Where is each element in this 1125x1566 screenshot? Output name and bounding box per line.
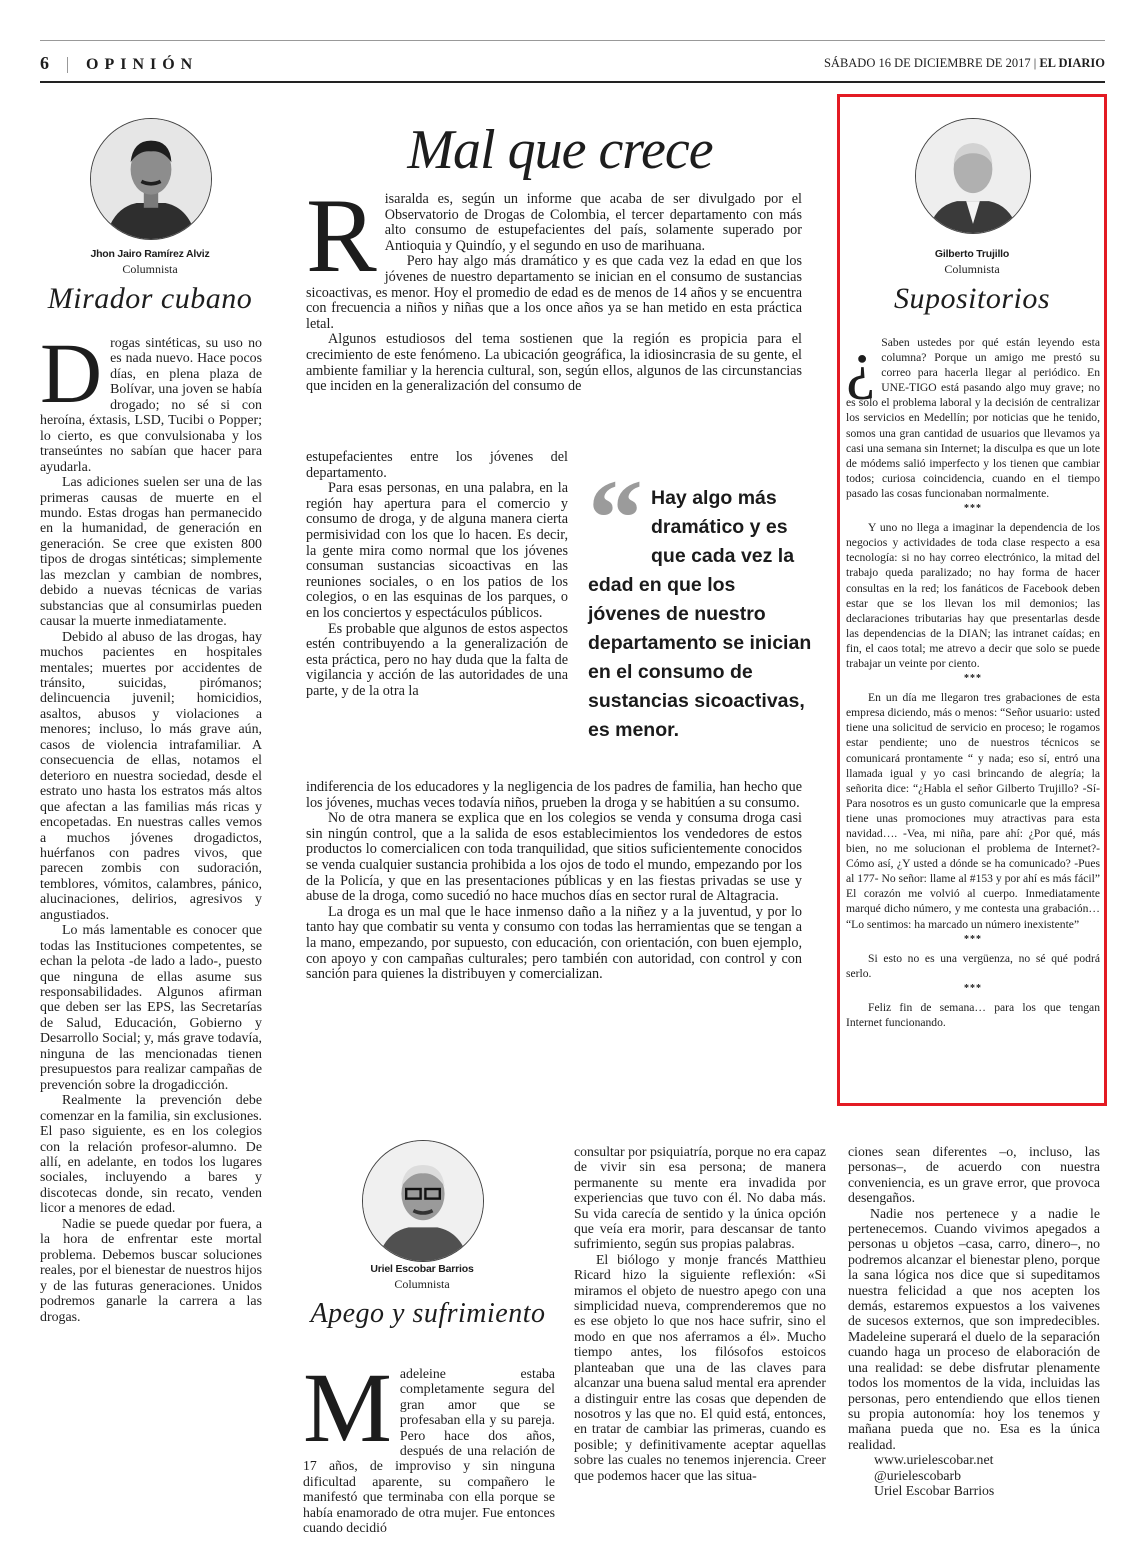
author-role-left: Columnista bbox=[122, 262, 178, 276]
pull-quote: “ Hay algo más dramático y es que cada vez la edad en que los jóvenes de nuestro departamento se inician en el consumo de sustancias sicoactivas, es menor. bbox=[588, 457, 812, 741]
paragraph: Las adiciones suelen ser una de las primeras causas de muerte en el mundo. Estas drogas han permanecido en la humanidad, de generación en generación. Se cree que existen 800 tipos de drogas sintéticas; simplemente las mezclan y cambian de nombres, debido a nuevas técnicas de varias substancias que al consumirlas pueden causar la muerte inmediatamente. bbox=[40, 475, 262, 630]
paragraph: La droga es un mal que le hace inmenso daño a la niñez y a la juventud, y por lo tanto hay que combatir su venta y consumo con todas las herramientas que se tengan a la mano, empezando, por supuesto, con educación, con orientación, con buen ejemplo, con apoyo y con campañas culturales; pero también con autoridad, con control y con sanción para quienes la distribuyen y comercializan. bbox=[306, 903, 802, 983]
author-signature: Uriel Escobar Barrios bbox=[874, 1482, 995, 1498]
drop-cap: R bbox=[306, 177, 377, 294]
signature-block bbox=[848, 1452, 1100, 1498]
drop-cap: ¿ bbox=[846, 328, 876, 401]
paragraph: Nadie nos pertenece y a nadie le pertenecemos. Cuando vivimos apegados a personas u objetos –casa, carro, dinero–, no podremos alcanzar el bienestar pleno, porque la sana lógica nos dice que si supeditamos nuestra felicidad a que nos acepten los demás, estaremos expuestos a los vaivenes de sucesos externos, que son impredecibles. Madeleine superará el duelo de la separación cuando haga un proceso de elaboración de una realidad: se debe disfrutar plenamente todos los momentos de la vida, incluidas las personas, pero entendiendo que ellos tienen su propia autonomía: hoy los tenemos y mañana pueda que no. Esa es la única realidad. bbox=[848, 1205, 1100, 1452]
header-separator bbox=[67, 57, 68, 73]
portrait-image bbox=[363, 1141, 483, 1261]
author-name-left: Jhon Jairo Ramírez Alviz bbox=[90, 248, 210, 260]
bottom-column-body-3 bbox=[848, 1144, 1100, 1498]
paragraph: Debido al abuso de las drogas, hay muchos pacientes en hospitales mentales; muertes por accidentes de tránsito, suicidas, pirómanos; delincuencia juvenil; homicidios, asaltos, abusos y violaciones a menores; incluso, lo más grave aún, casos de violencia intrafamiliar. A consecuencia de ellas, notamos el deterioro en nuestra sociedad, desde el estrato uno hasta los estratos más altos que afectan a las familias más ricas y encopetadas. En nuestras calles vemos a muchos jóvenes drogadictos, huérfanos con padres vivos, que parecen zombis con sudoración, temblores, vómitos, calambres, pánico, alucinaciones, delirios, agresivos y angustiados. bbox=[40, 629, 262, 923]
columnist-photo-trujillo bbox=[915, 118, 1031, 234]
right-column-body bbox=[846, 328, 1100, 1030]
paragraph: Pero hay algo más dramático y es que cada vez la edad en que los jóvenes de nuestro departamento se inician en el consumo de sustancias sicoactivas, es menor. Hoy el promedio de edad es de menos de 14 años y se encuentra con frecuencia a niños y niñas que a los once años ya se han metido en esta práctica letal. bbox=[306, 253, 802, 332]
paragraph: No de otra manera se explica que en los colegios se venda y consuma droga casi sin ningún control, que a la salida de esos establecimientos los vendedores de estos productos lo comercialicen con toda tranquilidad, que sitios suficientemente conocidos se venda cualquier sustancia prohibida a los ojos de todo el mundo, empezando por los de la Policía, y que en las presentaciones públicas y en las fiestas privadas se use y abuse de la droga, como sucedió no hace muchos días en sector rural de Altagracia. bbox=[306, 810, 802, 905]
column-title-bottom: Apego y sufrimiento bbox=[310, 1298, 546, 1329]
bottom-column-body-1 bbox=[303, 1352, 555, 1536]
paragraph: Si esto no es una vergüenza, no sé qué podrá serlo. bbox=[846, 951, 1100, 980]
section-name: OPINIÓN bbox=[86, 55, 199, 73]
paragraph: Lo más lamentable es conocer que todas las Instituciones competentes, se echan la pelota -de lado a lado-, puesto que ninguna de ellas asume sus responsabilidades. Algunos afirman que deben ser las EPS, las Secretarías de Salud, Educación, Gobierno y Desarrollo Social; y, más grave todavía, ninguna de las mencionadas tienen presupuestos para realizar campañas de prevención sobre la drogadicción. bbox=[40, 923, 262, 1093]
issue-date: SÁBADO 16 DE DICIEMBRE DE 2017 bbox=[823, 55, 1031, 70]
paragraph: Madeleine estaba completamente segura del gran amor que se profesaban ella y su pareja. Pero hace dos años, después de una relación de 17 años, de improviso y sin ninguna dificultad aparente, su compañero le manifestó que terminaba con ella porque se había enamorado de otra mujer. Fue entonces cuando decidió bbox=[303, 1352, 555, 1536]
paragraph: Nadie se puede quedar por fuera, a la hora de enfrentar este mortal problema. Debemos buscar soluciones reales, por el bienestar de nuestros hijos y de las futuras generaciones. Unidos podremos ganarle la carrera a las drogas. bbox=[40, 1216, 262, 1325]
paragraph: El biólogo y monje francés Matthieu Ricard hizo la siguiente reflexión: «Si miramos el objeto de nuestro apego con una simplicidad nueva, comprenderemos que no es ese objeto lo que nos hace sufrir, sino el modo en que nos aferramos a él». Mucho tiempo antes, los filósofos estoicos planteaban que una de las claves para alcanzar una buena salud mental era aprender a distinguir entre las cosas que dependen de nosotros y las que no. El quid está, entonces, en tratar de cambiar las primeras, cuando es posible; y definitivamente aceptar aquellas sobre las cuales no tenemos injerencia. Creer que podemos hacer que las situa- bbox=[574, 1251, 826, 1483]
paragraph: Drogas sintéticas, su uso no es nada nuevo. Hace pocos días, en plena plaza de Bolívar, una joven se había drogado; no sé si con heroína, éxtasis, LSD, Tucibi o Popper; lo cierto, es que convulsionaba y los transeúntes no sabían que hacer para ayudarla. bbox=[40, 325, 262, 475]
paragraph: En un día me llegaron tres grabaciones de esta empresa diciendo, más o menos: “Señor usuario: usted tiene una solicitud de servicio en proceso; le rogamos estar pendiente; uno de nuestros técnicos se comunicará prontamente “ y nada; eso sí, entró una llamada igual y yo casi brincando de alegría; la señorita dice: “¿Habla el señor Gilberto Trujillo? -Sí- Para nosotros es un gusto comunicarle que la empresa tiene unas promociones muy atractivas para esta navidad…. -Vea, mi niña, pare ahí: ¿Por qué, más bien, no me solucionan el problema de Internet?- Cómo así, ¿Y usted a dónde se ha comunicado? -Pues al 177- No señor: llame al #153 y por ahí es más fácil” El corazón me volvió al cuerpo. Inmediatamente marqué dicho número, y me contesta una grabación… “Lo sentimos: ha marcado un número inexistente” bbox=[846, 691, 1100, 931]
bottom-column-body-2 bbox=[574, 1144, 826, 1483]
paragraph: estupefacientes entre los jóvenes del departamento. bbox=[306, 449, 568, 481]
editorial-body-top bbox=[306, 177, 802, 395]
author-name-right: Gilberto Trujillo bbox=[934, 248, 1010, 260]
paragraph: consultar por psiquiatría, porque no era capaz de vivir sin esa persona; de manera permanente su mente era invadida por experiencias que tuvo con él. No daba más. Su vida carecía de sentido y la única opción que veía era morir, para descansar de tanto sufrimiento, según sus propias palabras. bbox=[574, 1144, 826, 1252]
author-role-bottom: Columnista bbox=[394, 1277, 450, 1291]
paragraph: Y uno no llega a imaginar la dependencia de los negocios y actividades de toda clase respecto a esa tecnología: si no hay correo electrónico, la mitad del trabajo queda paralizado; no hay forma de hacer consultas en la red; los fanáticos de Facebook deben estar que se los llevan los mil demonios; las declaraciones tributarias hay que presentarlas desde las dependencias de la DIAN; las intranet caídas; en fin, el caos total; me atrevo a decir que solo se puede trabajar un veinte por ciento. bbox=[846, 521, 1100, 670]
left-column-body bbox=[40, 325, 262, 1325]
header-left bbox=[40, 53, 198, 74]
section-divider: *** bbox=[964, 503, 982, 515]
page-header bbox=[40, 48, 1105, 78]
paragraph: Risaralda es, según un informe que acaba de ser divulgado por el Observatorio de Drogas de Colombia, el tercer departamento con más alto consumo de estupefacientes del país, solamente superado por Antioquia y Quindío, y el segundo en uso de marihuana. bbox=[306, 177, 802, 294]
author-name-bottom: Uriel Escobar Barrios bbox=[370, 1263, 474, 1275]
column-title-right: Supositorios bbox=[893, 282, 1051, 315]
paragraph: ¿ Saben ustedes por qué están leyendo esta columna? Porque un amigo me prestó su correo para hacerla llegar al periódico. En UNE-TIGO está pasando algo muy grave; no es solo el problema laboral y la decisión de centralizar los servicios en Medellín; por noticias que he tenido, somos una gran cantidad de usuarios que llevamos ya casi una semana sin Internet; la disculpa es que un lote de módems salió imperfecto y los tienen que cambiar todos; curiosa coincidencia, cuando en el tiempo pasado las cosas funcionaban normalmente. bbox=[846, 328, 1100, 500]
section-divider: *** bbox=[964, 982, 982, 994]
paragraph: Para esas personas, en una palabra, en la región hay apertura para el comercio y consumo de droga, y de alguna manera cierta permisividad con los que lo hacen. Es decir, la gente mira como normal que los jóvenes consuman sustancias sicoactivas en las reuniones sociales, o en los patios de los colegios, o en las esquinas de los parques, o en los conciertos y espectáculos públicos. bbox=[306, 480, 568, 621]
author-website: www.urielescobar.net bbox=[874, 1452, 994, 1468]
paragraph: ciones sean diferentes –o, incluso, las personas–, de acuerdo con nuestra conveniencia, es un grave error, que provoca desengaños. bbox=[848, 1144, 1100, 1206]
paragraph: Realmente la prevención debe comenzar en la familia, sin exclusiones. El paso siguiente, es en los colegios con la relación profesor-alumno. De allí, en adelante, en todos los lugares sociales, incluyendo a bares y discotecas donde, sin recato, venden licor a menores de edad. bbox=[40, 1093, 262, 1217]
portrait-image bbox=[91, 119, 211, 239]
section-divider: *** bbox=[964, 933, 982, 945]
drop-cap: D bbox=[40, 325, 103, 421]
portrait-image bbox=[916, 119, 1030, 233]
author-handle: @urielescobarb bbox=[874, 1467, 962, 1483]
paragraph: Es probable que algunos de estos aspectos estén contribuyendo a la generalización de esta práctica, pero no hay duda que la falta de vigilancia y acción de las autoridades de una parte, y de la otra la bbox=[306, 620, 568, 699]
column-title-left: Mirador cubano bbox=[47, 282, 253, 315]
author-role-right: Columnista bbox=[944, 262, 1000, 276]
paragraph: indiferencia de los educadores y la negligencia de los padres de familia, han hecho que los jóvenes, muchas veces todavía niños, prueben la droga y se habitúen a su consumo. bbox=[306, 779, 802, 811]
editorial-body-narrow bbox=[306, 450, 568, 700]
header-rule bbox=[40, 81, 1105, 83]
editorial-body-bottom bbox=[306, 780, 802, 983]
quote-mark-icon: “ bbox=[588, 457, 643, 579]
paper-name: EL DIARIO bbox=[1039, 55, 1105, 70]
columnist-photo-ramirez bbox=[90, 118, 212, 240]
paragraph: Algunos estudiosos del tema sostienen que la región es propicia para el crecimiento de este fenómeno. La ubicación geográfica, la idiosincrasia de su gente, el ambiente familiar y la herencia cultural, son, según ellos, algunos de las circunstancias que inciden en la generalización del consumo de bbox=[306, 331, 802, 395]
paragraph: Feliz fin de semana… para los que tengan Internet funcionando. bbox=[846, 1001, 1100, 1030]
editorial-title: Mal que crece bbox=[407, 119, 713, 181]
columnist-photo-escobar bbox=[362, 1140, 484, 1262]
top-rule bbox=[40, 40, 1105, 41]
drop-cap: M bbox=[303, 1352, 392, 1463]
header-right: SÁBADO 16 DE DICIEMBRE DE 2017 | EL DIARIO bbox=[823, 55, 1105, 70]
page-number: 6 bbox=[40, 52, 49, 73]
section-divider: *** bbox=[964, 673, 982, 685]
